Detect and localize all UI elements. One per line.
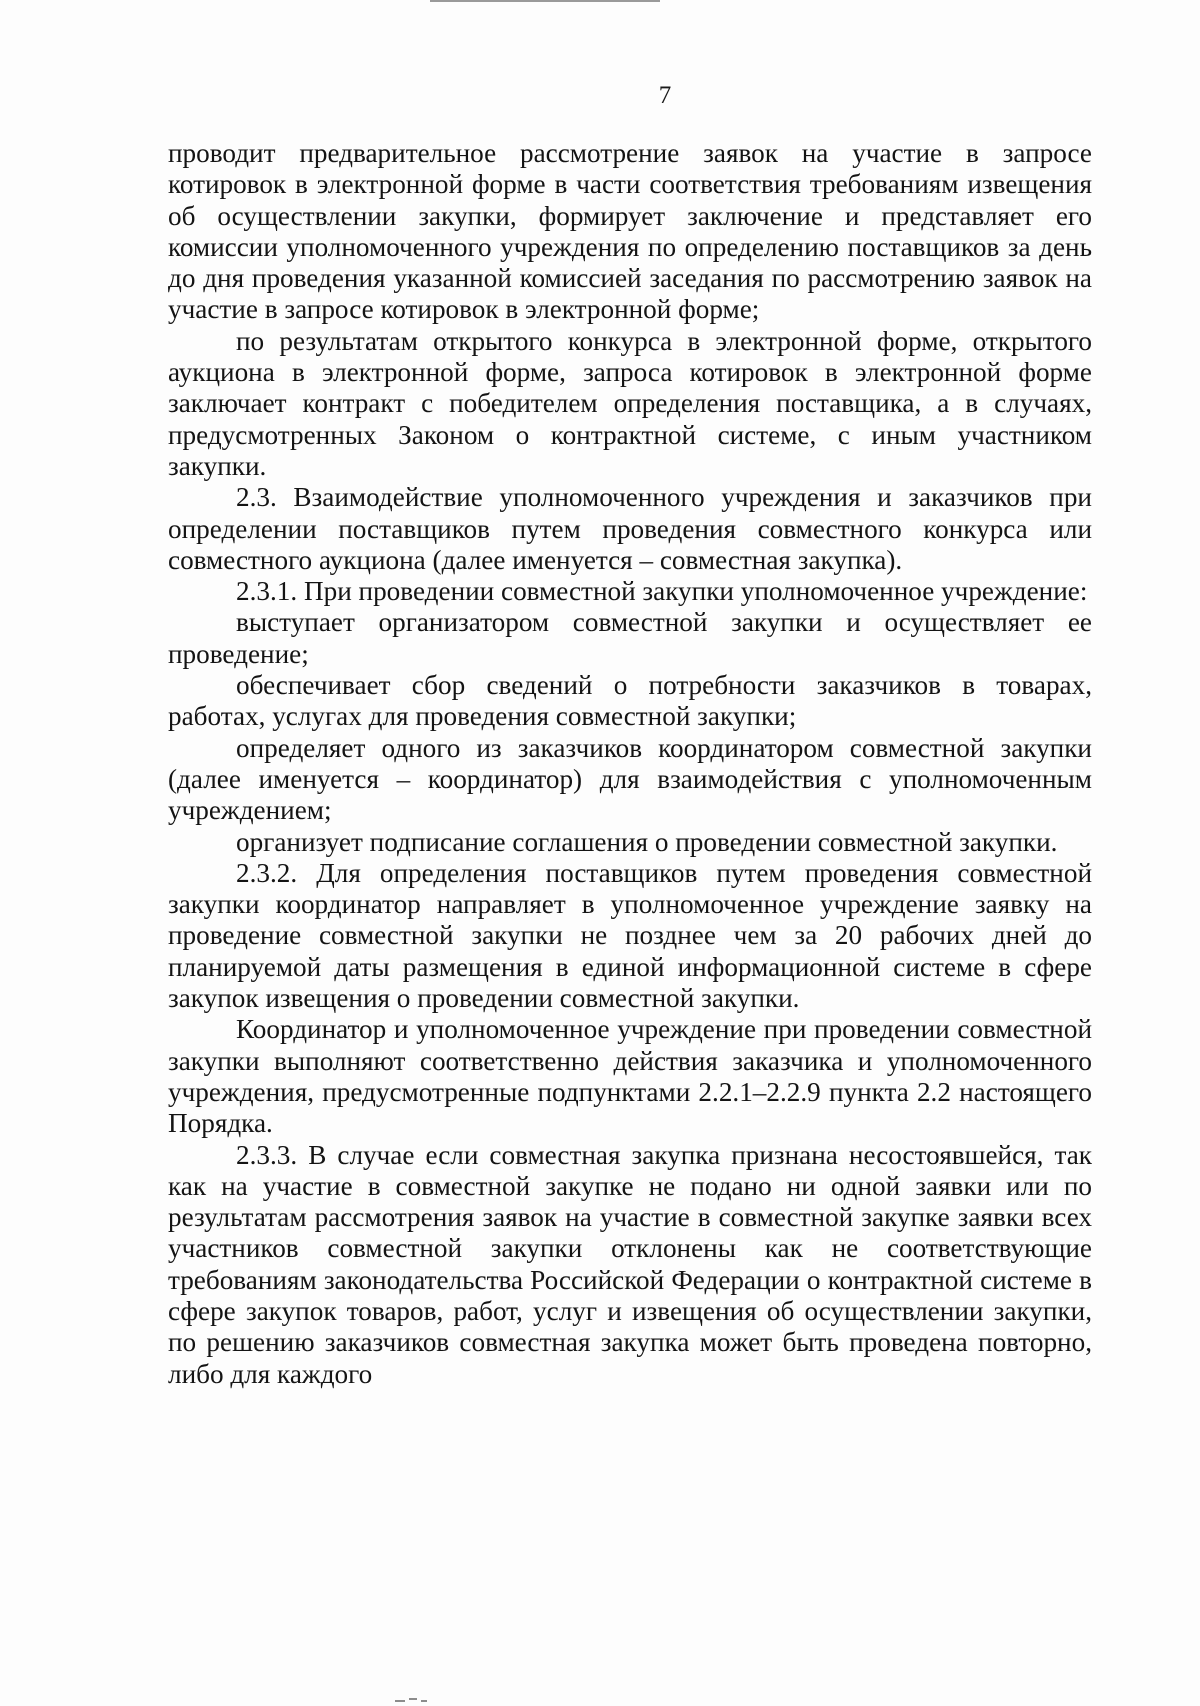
- paragraph: 2.3. Взаимодействие уполномоченного учреждения и заказчиков при определении поставщиков путем проведения совместного конкурса или совместного аукциона (далее именуется – совместная закупка).: [168, 482, 1092, 575]
- scan-artifact-bottom: [395, 1698, 435, 1704]
- paragraph: 2.3.3. В случае если совместная закупка признана несостоявшейся, так как на участие в совместной закупке не подано ни одной заявки или по результатам рассмотрения заявок на участие в совместной закупке заявки всех участников совместной закупки отклонены как не соответствующие требованиям законодательства Российской Федерации о контрактной системе в сфере закупок товаров, работ, услуг и извещения об осуществлении закупки, по решению заказчиков совместная закупка может быть проведена повторно, либо для каждого: [168, 1139, 1092, 1389]
- paragraph: 2.3.1. При проведении совместной закупки уполномоченное учреждение:: [236, 576, 1088, 607]
- paragraph: Координатор и уполномоченное учреждение при проведении совместной закупки выполняют соответственно действия заказчика и уполномоченного учреждения, предусмотренные подпунктами 2.2.1–2.2.9 пункта 2.2 настоящего Порядка.: [168, 1014, 1092, 1139]
- paragraph: по результатам открытого конкурса в электронной форме, открытого аукциона в электронной форме, запроса котировок в электронной форме заключает контракт с победителем определения поставщика, а в случаях, предусмотренных Законом о контрактной системе, с иным участником закупки.: [168, 325, 1092, 481]
- paragraph: обеспечивает сбор сведений о потребности заказчиков в товарах, работах, услугах для проведения совместной закупки;: [168, 670, 1092, 732]
- page-number: 7: [658, 82, 672, 109]
- paragraph: выступает организатором совместной закупки и осуществляет ее проведение;: [168, 607, 1092, 669]
- paragraph: 2.3.2. Для определения поставщиков путем проведения совместной закупки координатор направляет в уполномоченное учреждение заявку на проведение совместной закупки не позднее чем за 20 рабочих дней до планируемой даты размещения в единой информационной системе в сфере закупок извещения о проведении совместной закупки.: [168, 857, 1092, 1014]
- paragraph: проводит предварительное рассмотрение заявок на участие в запросе котировок в электронной форме в части соответствия требованиям извещения об осуществлении закупки, формирует заключение и представляет его комиссии уполномоченного учреждения по определению поставщиков за день до дня проведения указанной комиссией заседания по рассмотрению заявок на участие в запросе котировок в электронной форме;: [168, 138, 1092, 325]
- document-body: [168, 138, 1092, 1390]
- scan-edge-top: [430, 0, 660, 2]
- paragraph: определяет одного из заказчиков координатором совместной закупки (далее именуется – координатор) для взаимодействия с уполномоченным учреждением;: [168, 732, 1092, 826]
- paragraph: организует подписание соглашения о проведении совместной закупки.: [236, 826, 1058, 857]
